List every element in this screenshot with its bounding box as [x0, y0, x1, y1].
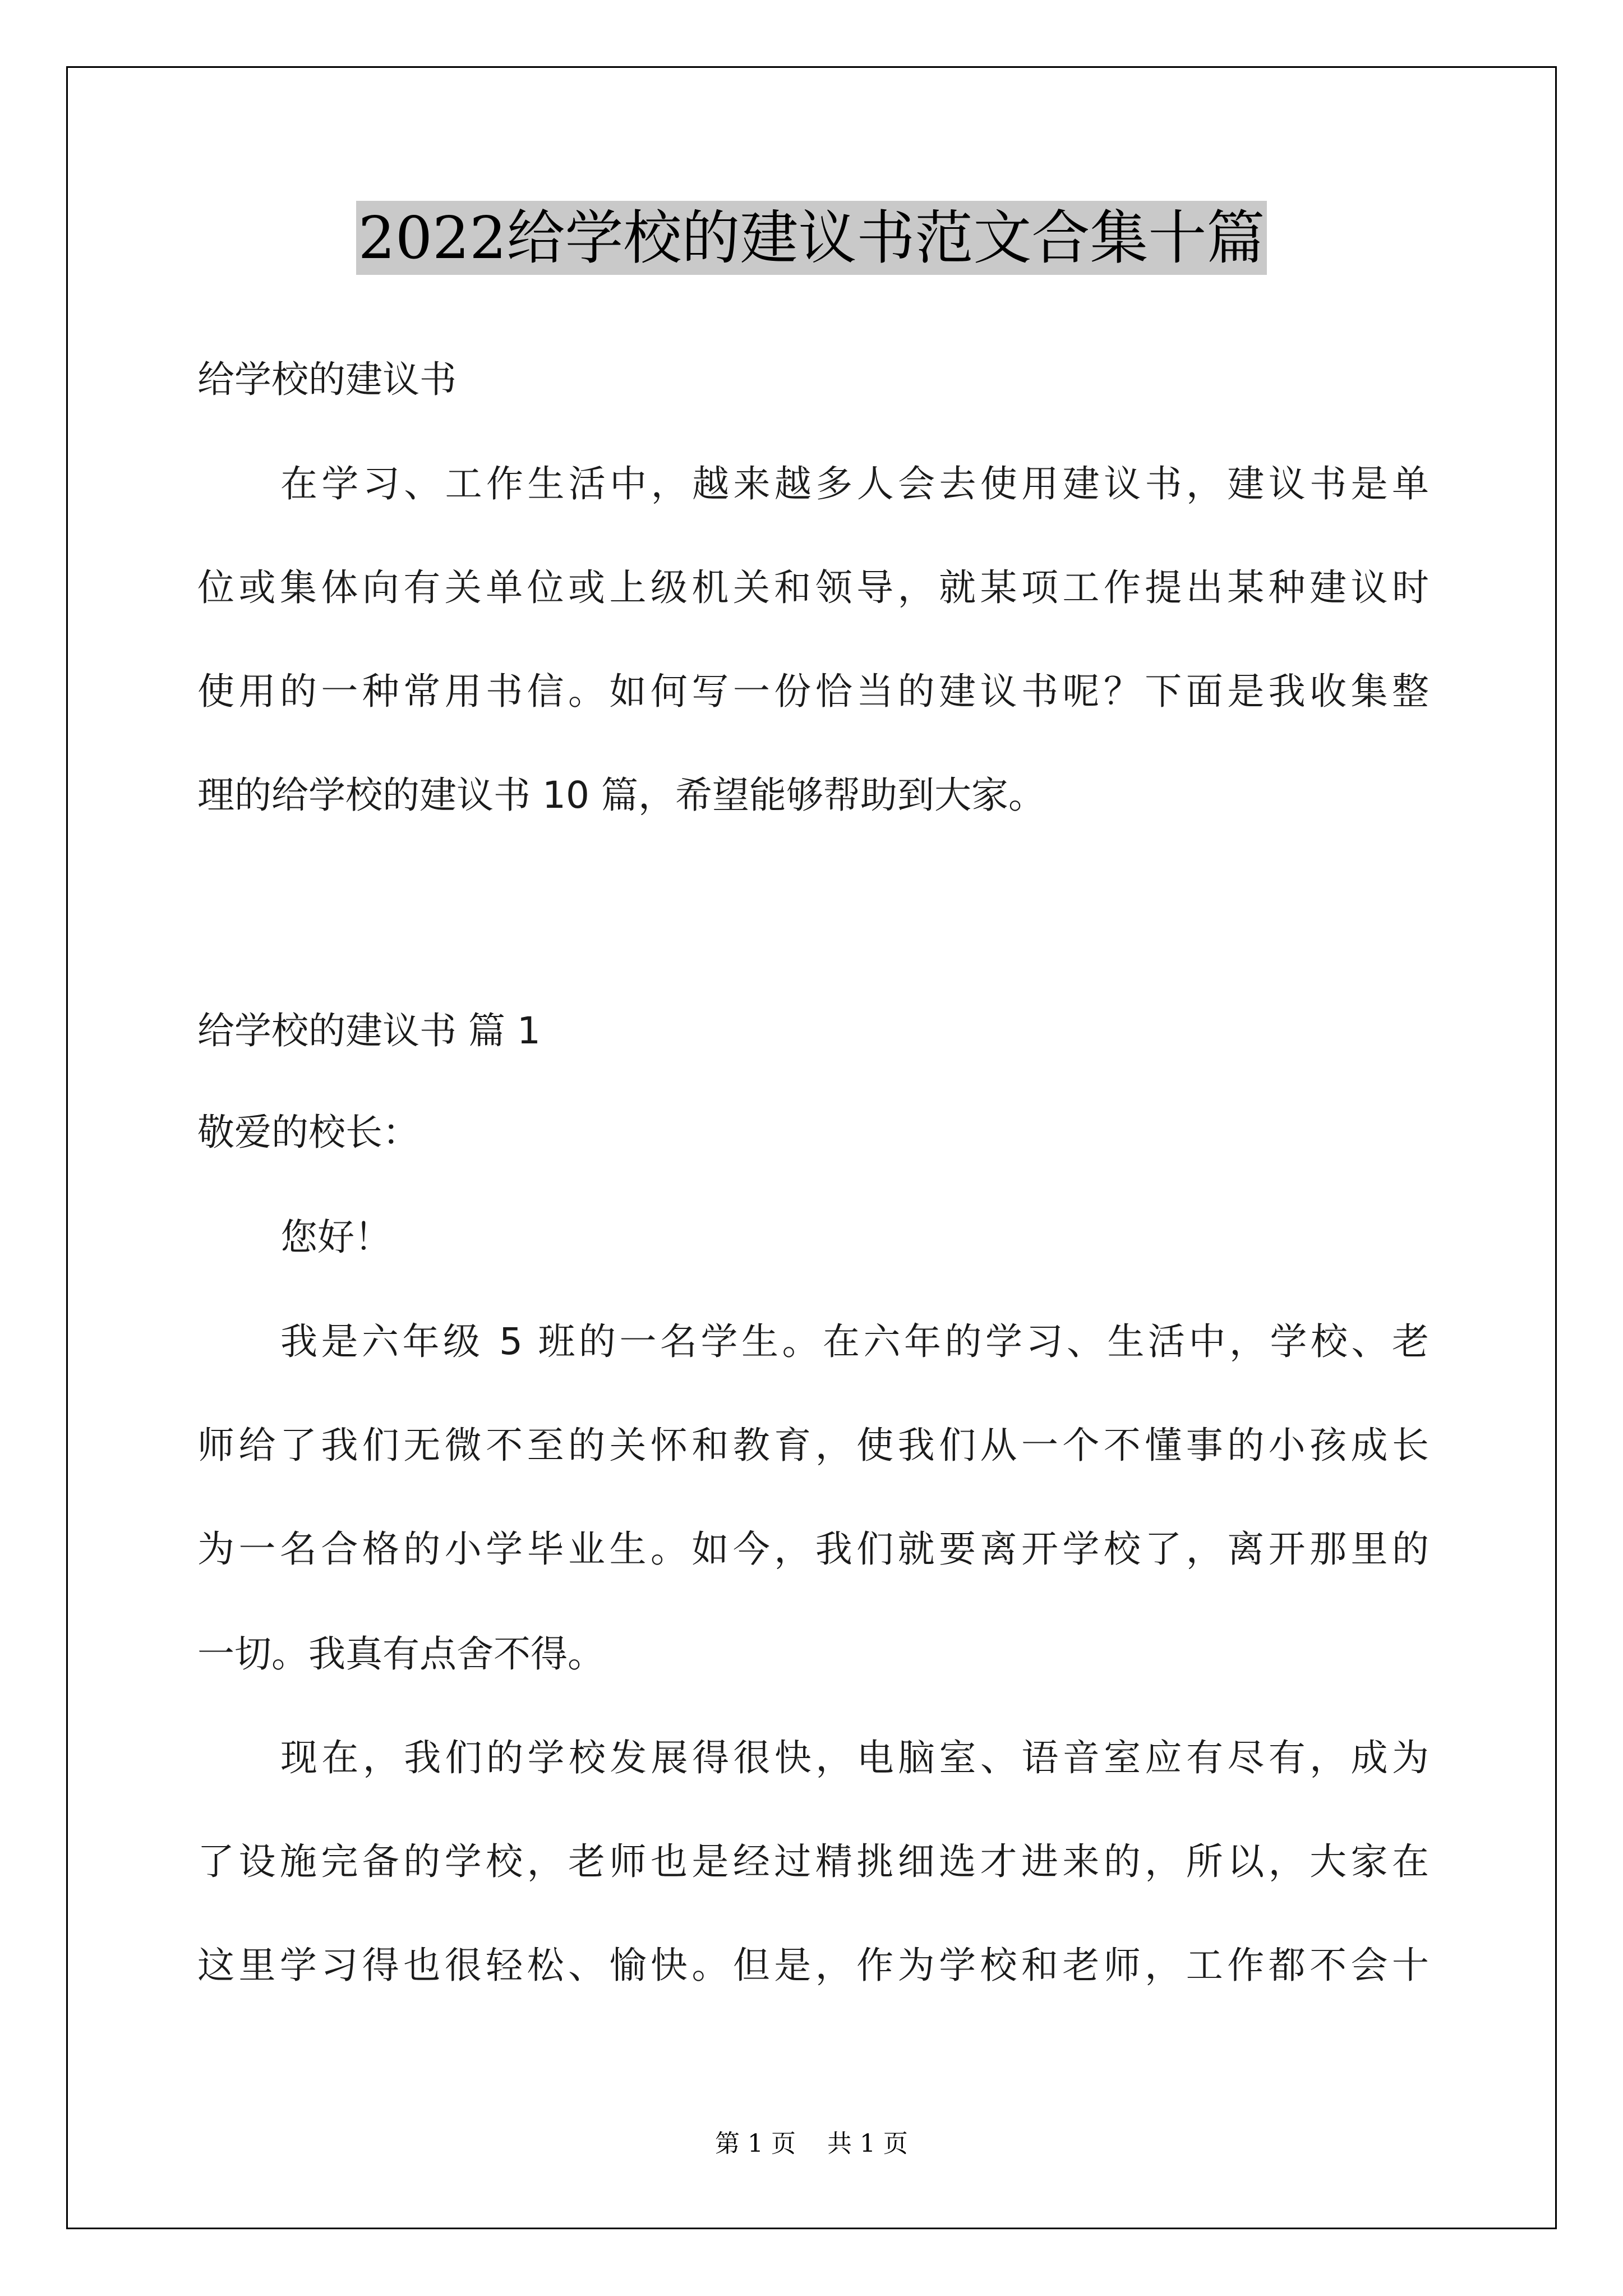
subtitle: 给学校的建议书 — [197, 358, 457, 401]
paragraph-line: 现在，我们的学校发展得很快，电脑室、语音室应有尽有，成为 — [280, 1736, 1429, 1779]
intro-line: 理的给学校的建议书 10 篇，希望能够帮助到大家。 — [197, 774, 1045, 817]
section-heading: 给学校的建议书 篇 1 — [197, 1009, 541, 1052]
intro-line: 在学习、工作生活中，越来越多人会去使用建议书，建议书是单 — [280, 462, 1429, 505]
salutation: 敬爱的校长： — [197, 1111, 419, 1154]
page-footer: 第 1 页 共 1 页 — [715, 2129, 908, 2158]
greeting: 您好！ — [280, 1216, 391, 1259]
intro-line: 使用的一种常用书信。如何写一份恰当的建议书呢？下面是我收集整 — [197, 670, 1429, 713]
paragraph-line: 为一名合格的小学毕业生。如今，我们就要离开学校了，离开那里的 — [197, 1527, 1429, 1571]
intro-line: 位或集体向有关单位或上级机关和领导，就某项工作提出某种建议时 — [197, 566, 1429, 609]
paragraph-line: 我是六年级 5 班的一名学生。在六年的学习、生活中，学校、老 — [280, 1320, 1429, 1363]
title-container — [0, 201, 1623, 275]
paragraph-line: 师给了我们无微不至的关怀和教育，使我们从一个不懂事的小孩成长 — [197, 1424, 1429, 1467]
paragraph-line: 了设施完备的学校，老师也是经过精挑细选才进来的，所以，大家在 — [197, 1840, 1429, 1883]
document-title: 2022给学校的建议书范文合集十篇 — [356, 201, 1267, 275]
paragraph-line: 这里学习得也很轻松、愉快。但是，作为学校和老师，工作都不会十 — [197, 1944, 1429, 1987]
paragraph-line: 一切。我真有点舍不得。 — [197, 1632, 605, 1676]
